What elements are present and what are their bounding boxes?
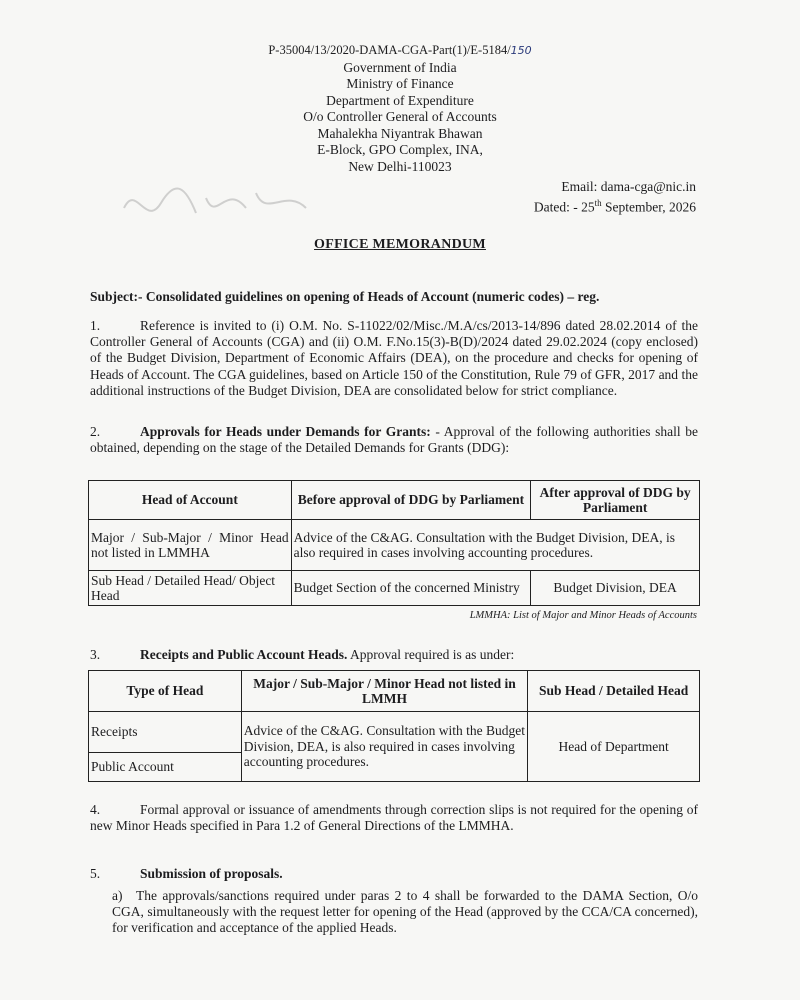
paragraph-5 (90, 866, 698, 882)
letterhead-line-department: Department of Expenditure (326, 92, 474, 108)
table-row (89, 571, 700, 606)
column-header: Sub Head / Detailed Head (528, 671, 700, 712)
table-cell-type: Receipts (89, 712, 242, 753)
letterhead-line-building: Mahalekha Niyantrak Bhawan (317, 125, 483, 141)
letterhead-line-ministry: Ministry of Finance (346, 76, 454, 91)
paragraph-3 (90, 647, 698, 663)
letterhead-line-block: E-Block, GPO Complex, INA, (317, 142, 483, 157)
column-header: Before approval of DDG by Parliament (291, 481, 531, 520)
paragraph-1 (90, 318, 698, 399)
paragraph-heading: Approvals for Heads under Demands for Grants: (140, 424, 431, 439)
paragraph-number: 4. (90, 802, 101, 817)
reference-number (0, 42, 800, 60)
sub-item-label: a) (112, 888, 123, 903)
reference-number-text: P-35004/13/2020-DAMA-CGA-Part(1)/E-5184/ (268, 43, 511, 57)
table-cell-after: Budget Division, DEA (531, 571, 700, 606)
paragraph-5a (112, 888, 698, 937)
letterhead-line-government: Government of India (343, 59, 457, 75)
table-cell-right: Head of Department (528, 712, 700, 782)
letterhead-line-city: New Delhi-110023 (348, 158, 452, 174)
paragraph-number: 5. (90, 866, 101, 881)
handwritten-number: 150 (510, 44, 532, 57)
table-footnote: LMMHA: List of Major and Minor Heads of Accounts (469, 610, 697, 621)
paragraph-text: Formal approval or issuance of amendments through correction slips is not required for the opening of new Minor Heads specified in Para 1.2 of General Directions of the LMMHA. (90, 802, 698, 834)
contact-block (534, 178, 696, 216)
column-header: After approval of DDG by Parliament (531, 481, 700, 520)
subject-line: Subject:- Consolidated guidelines on opening of Heads of Account (numeric codes) – reg. (90, 289, 600, 304)
date-prefix: Dated: - 25 (533, 199, 595, 215)
column-header: Type of Head (89, 671, 242, 712)
table-header-row (89, 671, 700, 712)
paragraph-number: 2. (90, 424, 101, 439)
table-cell-head: Major / Sub-Major / Minor Head not listed in LMMHA (89, 520, 292, 571)
column-header: Head of Account (89, 481, 292, 520)
date-superscript: th (594, 198, 602, 208)
paragraph-heading: Receipts and Public Account Heads. (140, 647, 348, 662)
table-cell-type: Public Account (89, 753, 242, 782)
column-header: Major / Sub-Major / Minor Head not listed in LMMH (241, 671, 527, 712)
letterhead-line-office: O/o Controller General of Accounts (303, 109, 497, 124)
paragraph-number: 1. (90, 318, 101, 333)
table-cell-merged: Advice of the C&AG. Consultation with the Budget Division, DEA, is also required in cases involving accounting procedures. (291, 520, 699, 571)
memo-title: OFFICE MEMORANDUM (314, 237, 486, 252)
paragraph-text: - Approval of the following authorities shall be obtained, depending on the stage of the Detailed Demands for Grants (DDG): (90, 424, 699, 456)
table-cell-head: Sub Head / Detailed Head/ Object Head (89, 571, 292, 606)
table-header-row (89, 481, 700, 520)
email-line: Email: dama-cga@nic.in (561, 179, 696, 194)
receipts-approval-table (88, 670, 700, 782)
signature-bleed-icon (116, 178, 316, 238)
date-suffix: September, 2026 (601, 199, 696, 215)
table-cell-middle: Advice of the C&AG. Consultation with the Budget Division, DEA, is also required in cases involving accounting procedures. (241, 712, 527, 782)
paragraph-text: Approval required is as under: (347, 647, 515, 662)
paragraph-2 (90, 424, 698, 456)
sub-item-text: The approvals/sanctions required under paras 2 to 4 shall be forwarded to the DAMA Section, O/o CGA, simultaneously with the request letter for opening of the Head (approved by the CCA/CA concerned), for verification and acceptance of the applied Heads. (112, 888, 698, 936)
table-row (89, 520, 700, 571)
paragraph-4 (90, 802, 698, 834)
paragraph-heading: Submission of proposals. (140, 866, 283, 881)
paragraph-number: 3. (90, 647, 101, 662)
table-cell-before: Budget Section of the concerned Ministry (291, 571, 531, 606)
paragraph-text: Reference is invited to (i) O.M. No. S-11022/02/Misc./M.A/cs/2013-14/896 dated 28.02.2014 of the Controller General of Accounts (CGA) and (ii) O.M. F.No.15(3)-B(D)/2024 dated 29.02.2024 (copy enclosed) of the Budget Division, Department of Economic Affairs (DEA), on the procedure and checks for opening of Heads of Account. The CGA guidelines, based on Article 150 of the Constitution, Rule 79 of GFR, 2017 and the additional instructions of the Budget Division, DEA are consolidated below for strict compliance. (90, 318, 698, 398)
letterhead (0, 42, 800, 175)
table-row (89, 712, 700, 753)
ddg-approval-table (88, 480, 700, 606)
date-line (534, 195, 696, 216)
